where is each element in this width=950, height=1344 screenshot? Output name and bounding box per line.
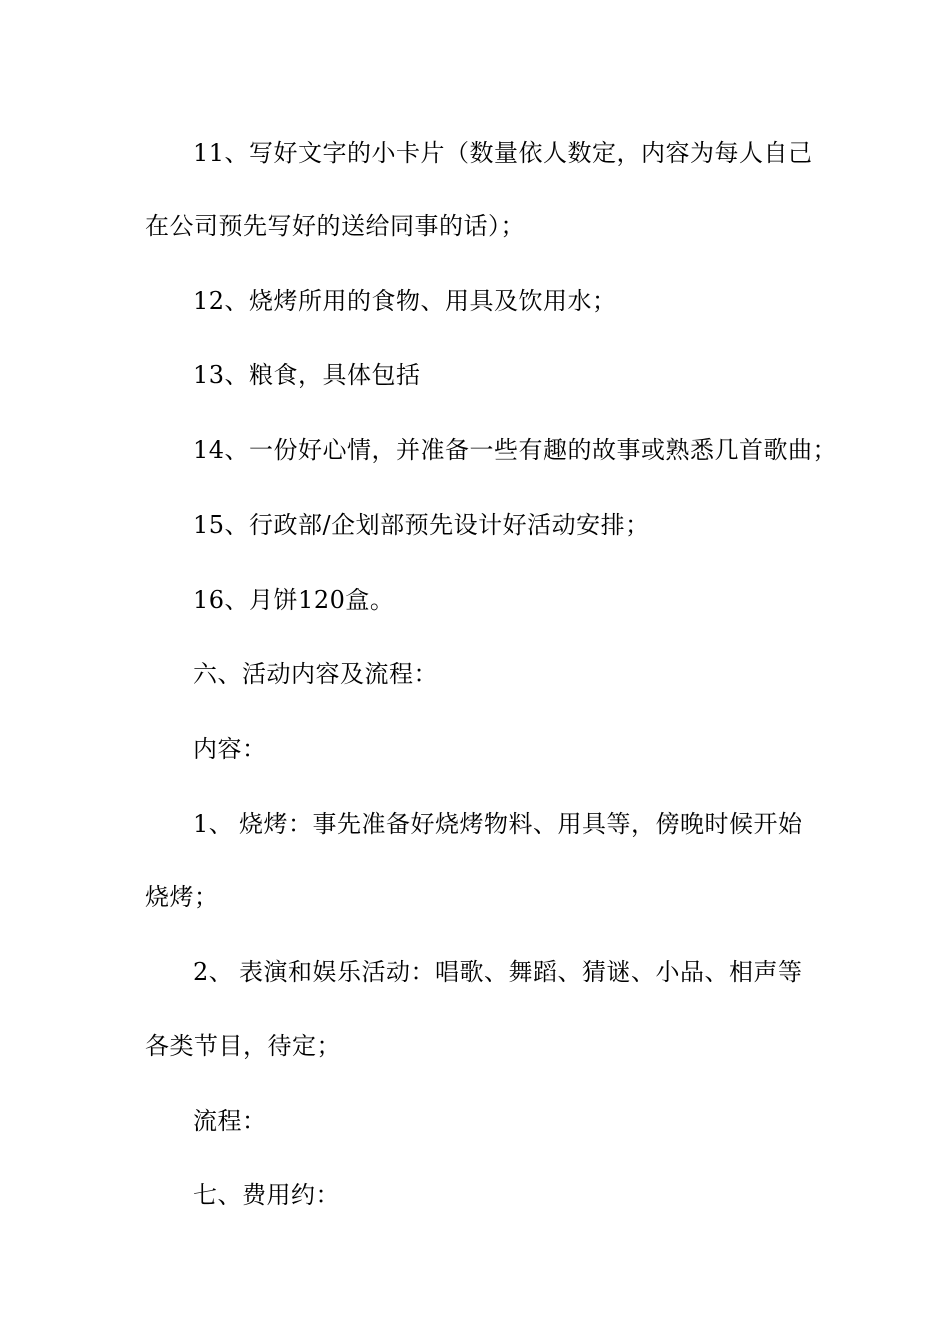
subheading-process [193, 1106, 873, 1136]
list-number: 14、 [193, 436, 250, 464]
list-item-16 [193, 585, 873, 615]
list-number: 1、 [193, 810, 234, 838]
subheading-text: 流程： [193, 1107, 267, 1135]
list-number: 13、 [193, 361, 250, 389]
paragraph-line-continuation [145, 882, 825, 912]
subheading-content [193, 734, 873, 764]
list-text: 粮食，具体包括 [249, 361, 421, 389]
list-text: 一份好心情，并准备一些有趣的故事或熟悉几首歌曲； [249, 436, 838, 464]
subheading-text: 内容： [193, 735, 267, 763]
list-number: 12、 [193, 287, 250, 315]
list-number: 11、 [193, 139, 250, 167]
content-item-2 [193, 957, 873, 987]
list-item-11 [193, 138, 873, 168]
list-text: 行政部/企划部预先设计好活动安排； [249, 511, 650, 539]
list-number: 2、 [193, 958, 234, 986]
list-text: 表演和娱乐活动：唱歌、舞蹈、猜谜、小品、相声等 [239, 958, 803, 986]
content-item-1 [193, 809, 873, 839]
paragraph-line-continuation [145, 211, 825, 241]
list-text: 烧烤：事先准备好烧烤物料、用具等，傍晚时候开始 [239, 810, 803, 838]
section-heading-six [193, 659, 873, 689]
list-text: 月饼120盒。 [249, 586, 395, 614]
section-heading-seven [193, 1180, 873, 1210]
paragraph-text: 在公司预先写好的送给同事的话）； [145, 212, 525, 240]
list-number: 16、 [193, 586, 250, 614]
list-text: 烧烤所用的食物、用具及饮用水； [249, 287, 617, 315]
paragraph-line-continuation [145, 1031, 825, 1061]
list-item-13 [193, 360, 873, 390]
list-item-15 [193, 510, 873, 540]
heading-text: 六、活动内容及流程： [193, 660, 438, 688]
list-item-12 [193, 286, 873, 316]
paragraph-text: 各类节目，待定； [145, 1032, 341, 1060]
list-text: 写好文字的小卡片（数量依人数定，内容为每人自己 [249, 139, 813, 167]
heading-text: 七、费用约： [193, 1181, 340, 1209]
paragraph-text: 烧烤； [145, 883, 219, 911]
list-number: 15、 [193, 511, 250, 539]
list-item-14 [193, 435, 873, 465]
